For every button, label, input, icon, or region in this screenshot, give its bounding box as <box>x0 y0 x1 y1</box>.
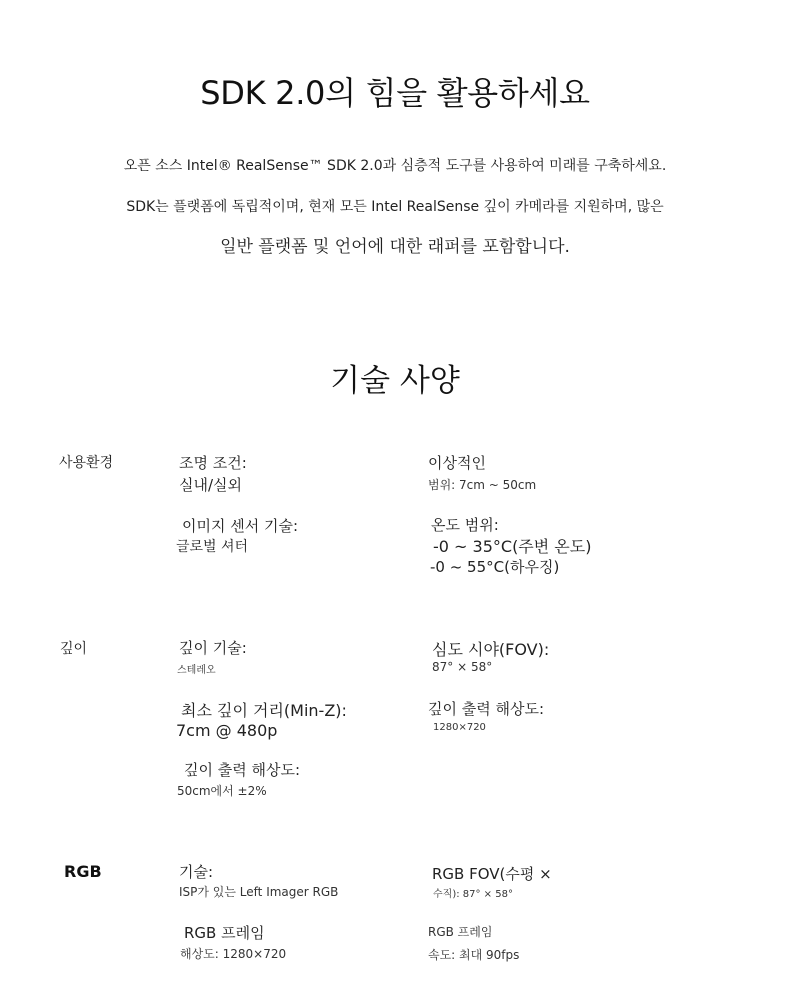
depth-tech-label: 깊이 기술: <box>179 639 247 657</box>
page-title: SDK 2.0의 힘을 활용하세요 <box>200 74 590 112</box>
intro-line-1: 오픈 소스 Intel® RealSense™ SDK 2.0과 심층적 도구를 사용하여 미래를 구축하세요. <box>123 158 667 174</box>
depth-tech-value: 스테레오 <box>177 665 216 676</box>
rgb-fov-value: 수직): 87° × 58° <box>433 889 513 900</box>
temp-label: 온도 범위: <box>431 516 499 534</box>
lighting-label: 조명 조건: <box>179 454 247 472</box>
rgb-frame-res-label: RGB 프레임 <box>184 924 265 942</box>
rgb-tech-value: ISP가 있는 Left Imager RGB <box>179 885 339 899</box>
intro-line-2: SDK는 플랫폼에 독립적이며, 현재 모든 Intel RealSense 깊이 카메라를 지원하며, 많은 <box>126 199 664 215</box>
category-rgb: RGB <box>64 862 102 881</box>
depth-fov-label: 심도 시야(FOV): <box>432 640 550 659</box>
specs-title: 기술 사양 <box>330 363 460 399</box>
lighting-value: 실내/실외 <box>179 476 243 494</box>
rgb-tech-label: 기술: <box>179 863 214 881</box>
sensor-label: 이미지 센서 기술: <box>182 517 299 535</box>
depth-res-value: 1280×720 <box>433 722 486 733</box>
ideal-label: 이상적인 <box>428 454 486 472</box>
depth-accuracy-value: 50cm에서 ±2% <box>177 784 267 798</box>
rgb-frame-rate-label: RGB 프레임 <box>428 925 493 939</box>
temp-value-housing: -0 ~ 55°C(하우징) <box>430 558 560 576</box>
intro-line-3: 일반 플랫폼 및 언어에 대한 래퍼를 포함합니다. <box>220 237 570 257</box>
rgb-fov-label: RGB FOV(수평 × <box>432 865 552 883</box>
temp-value-ambient: -0 ~ 35°C(주변 온도) <box>433 537 592 556</box>
depth-res-label: 깊이 출력 해상도: <box>428 700 545 718</box>
rgb-frame-res-value: 해상도: 1280×720 <box>180 947 287 961</box>
ideal-value: 범위: 7cm ~ 50cm <box>428 478 537 492</box>
depth-fov-value: 87° × 58° <box>432 660 493 674</box>
category-environment: 사용환경 <box>59 455 114 471</box>
category-depth: 깊이 <box>60 641 88 657</box>
sensor-value: 글로벌 셔터 <box>176 539 249 555</box>
rgb-frame-rate-value: 속도: 최대 90fps <box>428 948 520 962</box>
depth-accuracy-label: 깊이 출력 해상도: <box>184 761 301 779</box>
minz-value: 7cm @ 480p <box>176 721 278 740</box>
minz-label: 최소 깊이 거리(Min-Z): <box>181 701 347 720</box>
